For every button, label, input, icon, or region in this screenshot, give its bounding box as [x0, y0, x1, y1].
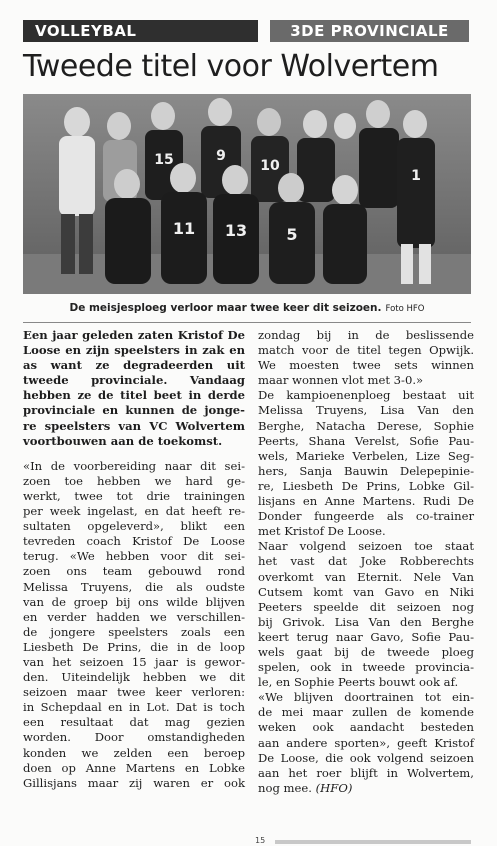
body-line: «In de voorbereiding naar dit sei-: [23, 458, 245, 473]
body-line: doen op Anne Martens en Lobke: [23, 760, 245, 775]
body-line: van het seizoen 15 jaar is gewor-: [23, 654, 245, 669]
body-line: in Schepdaal en in Lot. Dat is toch: [23, 700, 245, 715]
body-line: We moesten twee sets winnen: [258, 358, 474, 373]
article-lead: [23, 328, 245, 449]
body-line: re, Liesbeth De Prins, Lobke Gil-: [258, 478, 474, 493]
jersey-number: 9: [216, 148, 226, 164]
section-tag-volleybal: VOLLEYBAL: [23, 20, 258, 42]
body-line: Liesbeth De Prins, die in de loop: [23, 639, 245, 654]
headline: Tweede titel voor Wolvertem: [23, 49, 439, 84]
team-photo-illustration: [23, 94, 471, 294]
caption-divider: [23, 322, 471, 323]
lead-line: re speelsters van VC Wolvertem: [23, 418, 245, 433]
lead-line: tweede provinciale. Vandaag: [23, 373, 245, 388]
photo-caption: [23, 300, 471, 317]
body-line: tevreden coach Kristof De Loose: [23, 534, 245, 549]
body-line: lisjans en Anne Martens. Rudi De: [258, 494, 474, 509]
body-line: van de groep bij ons wilde blijven: [23, 594, 245, 609]
body-line: per week ingelast, en dat heeft re-: [23, 504, 245, 519]
photo-credit: Foto HFO: [385, 304, 425, 314]
body-line: wels gaat bij de tweede ploeg: [258, 644, 474, 659]
body-line: keert terug naar Gavo, Sofie Pau-: [258, 629, 474, 644]
body-line: Melissa Truyens, Lisa Van den: [258, 403, 474, 418]
body-line: de jongere speelsters zoals een: [23, 624, 245, 639]
body-line: weken ook aandacht besteden: [258, 720, 474, 735]
article-body: [23, 459, 245, 791]
jersey-number: 1: [411, 168, 421, 184]
caption-text: De meisjesploeg verloor maar twee keer dit seizoen.: [69, 302, 382, 314]
body-line: konden we zelden een beroep: [23, 745, 245, 760]
body-line: Melissa Truyens, die als oudste: [23, 579, 245, 594]
body-line: spelen, ook in tweede provincia-: [258, 660, 474, 675]
body-line: en verder hadden we verschillen-: [23, 609, 245, 624]
body-line: aan andere sporten», geeft Kristof: [258, 735, 474, 750]
page-number: 15: [255, 836, 266, 845]
body-line: met Kristof De Loose.: [258, 524, 386, 539]
body-line: zoen ons team gebouwd rond: [23, 564, 245, 579]
body-line: zondag bij in de beslissende: [258, 328, 474, 342]
body-line: werkt, twee tot drie trainingen: [23, 488, 245, 503]
article-column-right: [258, 328, 474, 796]
body-line: Cutsem komt van Gavo en Niki: [258, 584, 474, 599]
closing-text: nog mee.: [258, 780, 312, 795]
lead-line: Loose en zijn speelsters in zak en: [23, 343, 245, 358]
body-line: hers, Sanja Bauwin Delepepinie-: [258, 463, 474, 478]
body-line: Berghe, Natacha Derese, Sophie: [258, 418, 474, 433]
body-line: het vast dat Joke Robberechts: [258, 554, 474, 569]
body-line: de mei maar zullen de komende: [258, 705, 474, 720]
jersey-number: 15: [154, 152, 174, 168]
team-photo: [23, 94, 471, 294]
body-line: match voor de titel tegen Opwijk.: [258, 343, 474, 358]
body-line: seizoen maar twee keer verloren:: [23, 685, 245, 700]
lead-line: as want ze degradeerden uit: [23, 358, 245, 373]
body-line: overkomt van Eternit. Nele Van: [258, 569, 474, 584]
body-line: maar wonnen vlot met 3-0.»: [258, 373, 424, 388]
jersey-number: 11: [172, 219, 196, 238]
jersey-number: 5: [286, 225, 298, 244]
body-line: wels, Marieke Verbelen, Lize Seg-: [258, 448, 474, 463]
body-line: Peeters speelde dit seizoen nog: [258, 599, 474, 614]
body-line: worden. Door omstandigheden: [23, 730, 245, 745]
body-line: De kampioenenploeg bestaat uit: [258, 388, 474, 403]
body-line: zoen toe hebben we hard ge-: [23, 473, 245, 488]
body-line: terug. «We hebben voor dit sei-: [23, 549, 245, 564]
body-line: De Loose, die ook volgend seizoen: [258, 750, 474, 765]
body-line: sultaten opgeleverd», blikt een: [23, 519, 245, 534]
body-line: bij Grivok. Lisa Van den Berghe: [258, 614, 474, 629]
body-line: Gillisjans maar zij waren er ook: [23, 775, 245, 790]
lead-line: hebben ze de titel beet in derde: [23, 388, 245, 403]
body-line: aan het roer blijft in Wolvertem,: [258, 765, 474, 780]
article-column-left: [23, 328, 245, 791]
body-line: le, en Sophie Peerts bouwt ook af.: [258, 675, 459, 690]
body-line: een resultaat dat mag gezien: [23, 715, 245, 730]
lead-line: Een jaar geleden zaten Kristof De: [23, 328, 245, 342]
jersey-number: 13: [224, 221, 248, 240]
lead-line: provinciale en kunnen de jonge-: [23, 403, 245, 418]
body-line: Donder fungeerde als co-trainer: [258, 509, 474, 524]
jersey-number: 10: [260, 158, 280, 174]
body-line: Naar volgend seizoen toe staat: [258, 539, 474, 554]
body-line: [258, 781, 474, 796]
lead-line: voortbouwen aan de toekomst.: [23, 433, 223, 448]
section-tag-division: 3DE PROVINCIALE: [270, 20, 469, 42]
body-line: den. Uiteindelijk hebben we dit: [23, 670, 245, 685]
footer-bar: [275, 840, 471, 844]
body-line: Peerts, Shana Verelst, Sofie Pau-: [258, 433, 474, 448]
article-body-continued: [258, 328, 474, 796]
author-signature: (HFO): [315, 780, 353, 795]
body-line: «We blijven doortrainen tot ein-: [258, 690, 474, 705]
